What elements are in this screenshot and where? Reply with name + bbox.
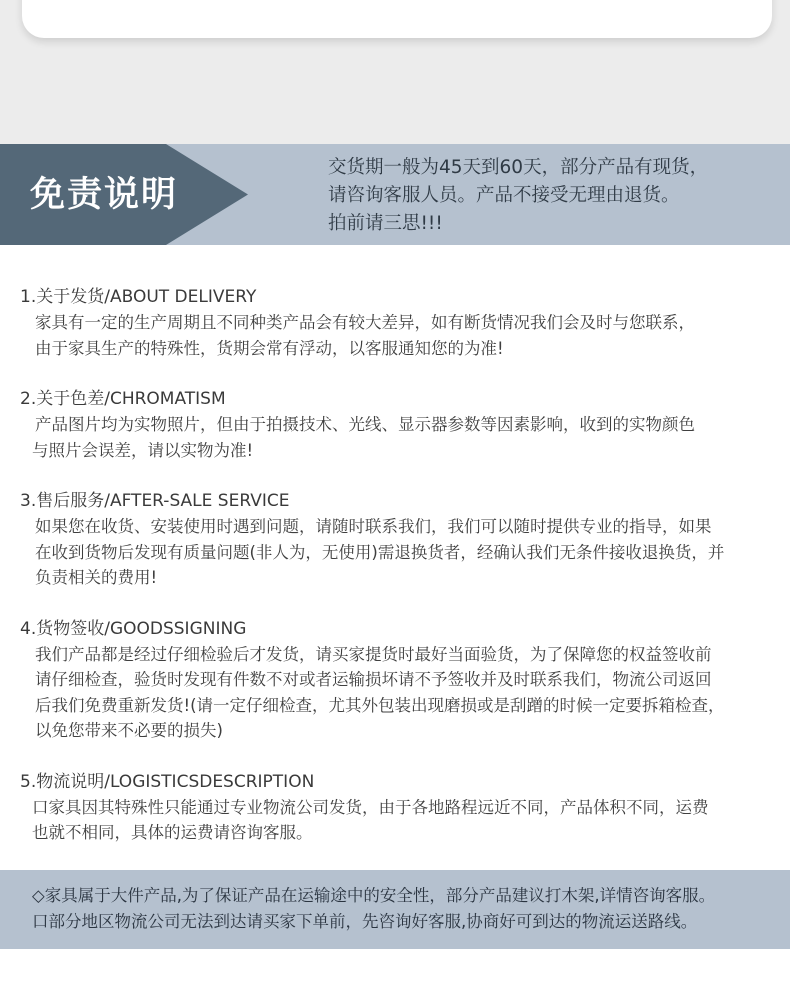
section-text-line: 后我们免费重新发货!(请一定仔细检查，尤其外包装出现磨损或是刮蹭的时候一定要拆箱检查，	[35, 695, 725, 715]
section-text-line: 由于家具生产的特殊性，货期会常有浮动，以客服通知您的为准!	[35, 338, 504, 358]
footer-notice	[32, 883, 715, 935]
section-text-line: 家具有一定的生产周期且不同种类产品会有较大差异，如有断货情况我们会及时与您联系，	[35, 313, 695, 332]
top-background	[0, 0, 790, 144]
section-text-line: 也就不相同，具体的运费请咨询客服。	[32, 823, 313, 842]
section-logistics	[0, 770, 790, 846]
section-text-line: 请仔细检查，验货时发现有件数不对或者运输损坏请不予签收并及时联系我们，物流公司返回	[35, 670, 712, 689]
section-after-sale	[0, 489, 790, 591]
footer-notice-band	[0, 870, 790, 949]
section-text-line: 以免您带来不必要的损失)	[35, 721, 223, 740]
banner-notice-line: 交货期一般为45天到60天，部分产品有现货，	[328, 157, 709, 178]
section-title: 1.关于发货/ABOUT DELIVERY	[20, 287, 257, 307]
banner-notice-line: 拍前请三思!!!	[328, 213, 443, 234]
footer-notice-line: ◇家具属于大件产品,为了保证产品在运输途中的安全性，部分产品建议打木架,详情咨询客服。	[32, 886, 716, 905]
disclaimer-banner	[0, 144, 790, 245]
section-text-line: 产品图片均为实物照片，但由于拍摄技术、光线、显示器参数等因素影响，收到的实物颜色	[35, 415, 695, 434]
section-title: 4.货物签收/GOODSSIGNING	[20, 618, 247, 639]
section-text-line: 如果您在收货、安装使用时遇到问题，请随时联系我们，我们可以随时提供专业的指导，如果	[35, 517, 712, 536]
banner-title: 免责说明	[30, 175, 179, 215]
section-delivery	[0, 285, 790, 361]
section-chromatism	[0, 387, 790, 463]
disclaimer-sections	[0, 285, 790, 872]
section-title: 2.关于色差/CHROMATISM	[20, 389, 226, 409]
section-title: 5.物流说明/LOGISTICSDESCRIPTION	[20, 771, 315, 792]
section-text-line: 在收到货物后发现有质量问题(非人为，无使用)需退换货者，经确认我们无条件接收退换货，并	[35, 542, 725, 562]
footer-notice-line: 口部分地区物流公司无法到达请买家下单前，先咨询好客服,协商好可到达的物流运送路线。	[32, 912, 698, 931]
section-text-line: 与照片会误差，请以实物为准!	[32, 440, 254, 460]
banner-notice-line: 请咨询客服人员。产品不接受无理由退货。	[328, 185, 680, 206]
section-title: 3.售后服务/AFTER-SALE SERVICE	[20, 491, 290, 511]
section-text-line: 我们产品都是经过仔细检验后才发货，请买家提货时最好当面验货，为了保障您的权益签收前	[35, 644, 712, 664]
section-text-line: 口家具因其特殊性只能通过专业物流公司发货，由于各地路程远近不同，产品体积不同，运费	[32, 797, 709, 817]
section-text-line: 负责相关的费用!	[35, 568, 158, 587]
banner-notice	[328, 154, 708, 238]
top-card	[22, 0, 772, 38]
section-goods-signing	[0, 617, 790, 744]
